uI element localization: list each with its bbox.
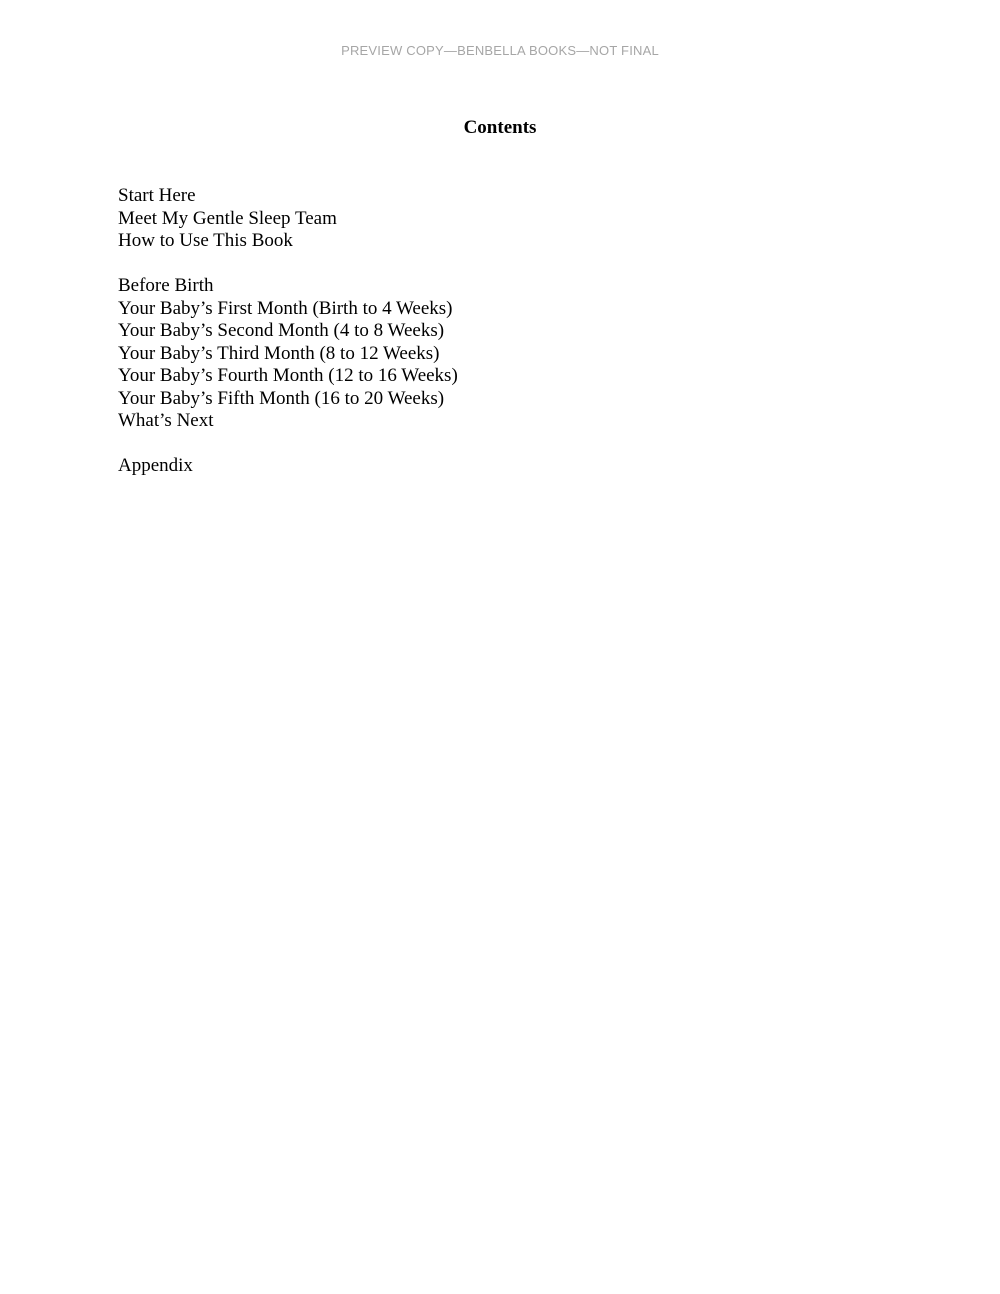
toc-group-chapters <box>118 275 818 433</box>
toc-item-appendix: Appendix <box>118 455 193 476</box>
toc-item-start-here: Start Here <box>118 185 196 206</box>
toc-item-third-month: Your Baby’s Third Month (8 to 12 Weeks) <box>118 342 440 364</box>
toc-item-before-birth: Before Birth <box>118 275 214 296</box>
toc-item-meet-team: Meet My Gentle Sleep Team <box>118 207 337 229</box>
toc-item-fifth-month: Your Baby’s Fifth Month (16 to 20 Weeks) <box>118 387 445 409</box>
toc-item-first-month: Your Baby’s First Month (Birth to 4 Weeks) <box>118 297 453 319</box>
toc-group-back-matter <box>118 455 818 478</box>
preview-watermark-header: PREVIEW COPY—BENBELLA BOOKS—NOT FINAL <box>341 43 659 58</box>
toc-item-whats-next: What’s Next <box>118 410 214 431</box>
toc-item-fourth-month: Your Baby’s Fourth Month (12 to 16 Weeks) <box>118 365 458 386</box>
page-title: Contents <box>463 117 537 138</box>
toc-item-second-month: Your Baby’s Second Month (4 to 8 Weeks) <box>118 320 445 341</box>
toc-item-how-to-use: How to Use This Book <box>118 230 293 251</box>
toc-group-front-matter <box>118 185 818 253</box>
table-of-contents <box>118 185 818 500</box>
